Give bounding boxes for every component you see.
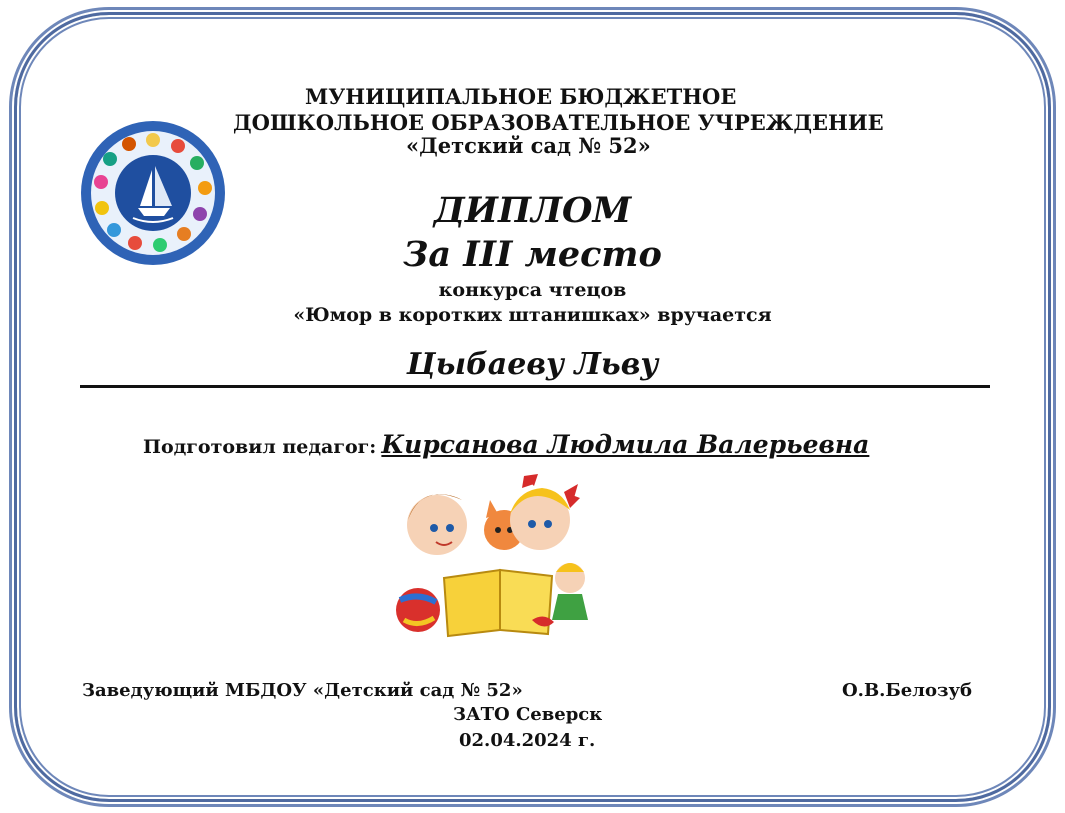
recipient-name: Цыбаеву Льву [406, 347, 659, 382]
recipient-underline [80, 385, 990, 388]
director-signatory: О.В.Белозуб [842, 680, 972, 701]
teacher-name: Кирсанова Людмила Валерьевна [381, 430, 870, 459]
footer-city: ЗАТО Северск [453, 704, 603, 725]
header-line-2: ДОШКОЛЬНОЕ ОБРАЗОВАТЕЛЬНОЕ УЧРЕЖДЕНИЕ [233, 110, 884, 135]
header-line-1: МУНИЦИПАЛЬНОЕ БЮДЖЕТНОЕ [305, 84, 737, 109]
teacher-label: Подготовил педагог: [143, 436, 377, 458]
contest-line-2: «Юмор в коротких штанишках» вручается [293, 304, 772, 326]
contest-line-1: конкурса чтецов [438, 279, 627, 301]
director-position: Заведующий МБДОУ «Детский сад № 52» [82, 680, 523, 701]
header-line-3: «Детский сад № 52» [406, 133, 651, 158]
diploma-title: ДИПЛОМ [433, 190, 632, 231]
diploma-place: За III место [403, 234, 662, 275]
children-reading-book-icon [392, 470, 602, 640]
teacher-row [143, 430, 869, 459]
footer-date: 02.04.2024 г. [459, 730, 596, 751]
